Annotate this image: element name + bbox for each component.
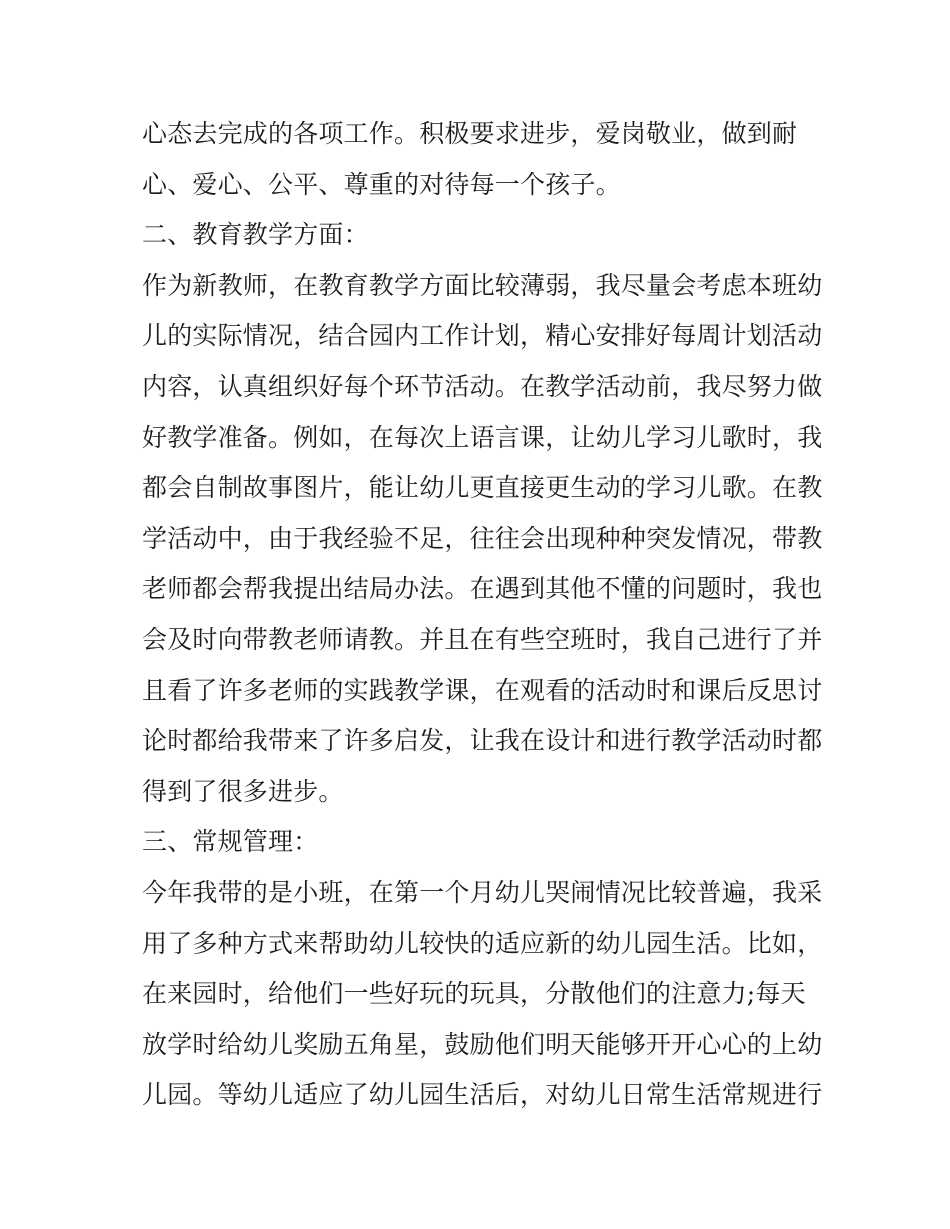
section-heading: 三、常规管理： xyxy=(142,827,319,857)
section-heading: 二、教育教学方面： xyxy=(142,220,369,250)
text-line: 且看了许多老师的实践教学课，在观看的活动时和课后反思讨 xyxy=(142,675,823,705)
text-line: 心态去完成的各项工作。积极要求进步，爱岗敬业，做到耐 xyxy=(142,119,798,148)
text-line: 用了多种方式来帮助幼儿较快的适应新的幼儿园生活。比如， xyxy=(142,928,823,958)
text-line: 在来园时，给他们一些好玩的玩具，分散他们的注意力;每天 xyxy=(142,979,806,1009)
text-line: 都会自制故事图片，能让幼儿更直接更生动的学习儿歌。在教 xyxy=(142,473,823,503)
text-line: 今年我带的是小班，在第一个月幼儿哭闹情况比较普遍，我采 xyxy=(142,877,823,907)
text-line: 好教学准备。例如，在每次上语言课，让幼儿学习儿歌时，我 xyxy=(142,422,823,452)
text-line: 心、爱心、公平、尊重的对待每一个孩子。 xyxy=(142,169,621,199)
text-line: 得到了很多进步。 xyxy=(142,776,344,806)
text-line: 学活动中，由于我经验不足，往往会出现种种突发情况，带教 xyxy=(142,523,823,553)
text-line: 老师都会帮我提出结局办法。在遇到其他不懂的问题时，我也 xyxy=(142,574,823,604)
text-line: 作为新教师，在教育教学方面比较薄弱，我尽量会考虑本班幼 xyxy=(142,270,823,300)
text-line: 儿园。等幼儿适应了幼儿园生活后，对幼儿日常生活常规进行 xyxy=(142,1080,823,1110)
text-line: 放学时给幼儿奖励五角星，鼓励他们明天能够开开心心的上幼 xyxy=(142,1029,823,1059)
text-line: 会及时向带教老师请教。并且在有些空班时，我自己进行了并 xyxy=(142,624,823,654)
document-body xyxy=(142,109,822,1121)
text-line: 儿的实际情况，结合园内工作计划，精心安排好每周计划活动 xyxy=(142,321,823,351)
text-line: 论时都给我带来了许多启发，让我在设计和进行教学活动时都 xyxy=(142,726,823,756)
text-line: 内容，认真组织好每个环节活动。在教学活动前，我尽努力做 xyxy=(142,371,823,401)
